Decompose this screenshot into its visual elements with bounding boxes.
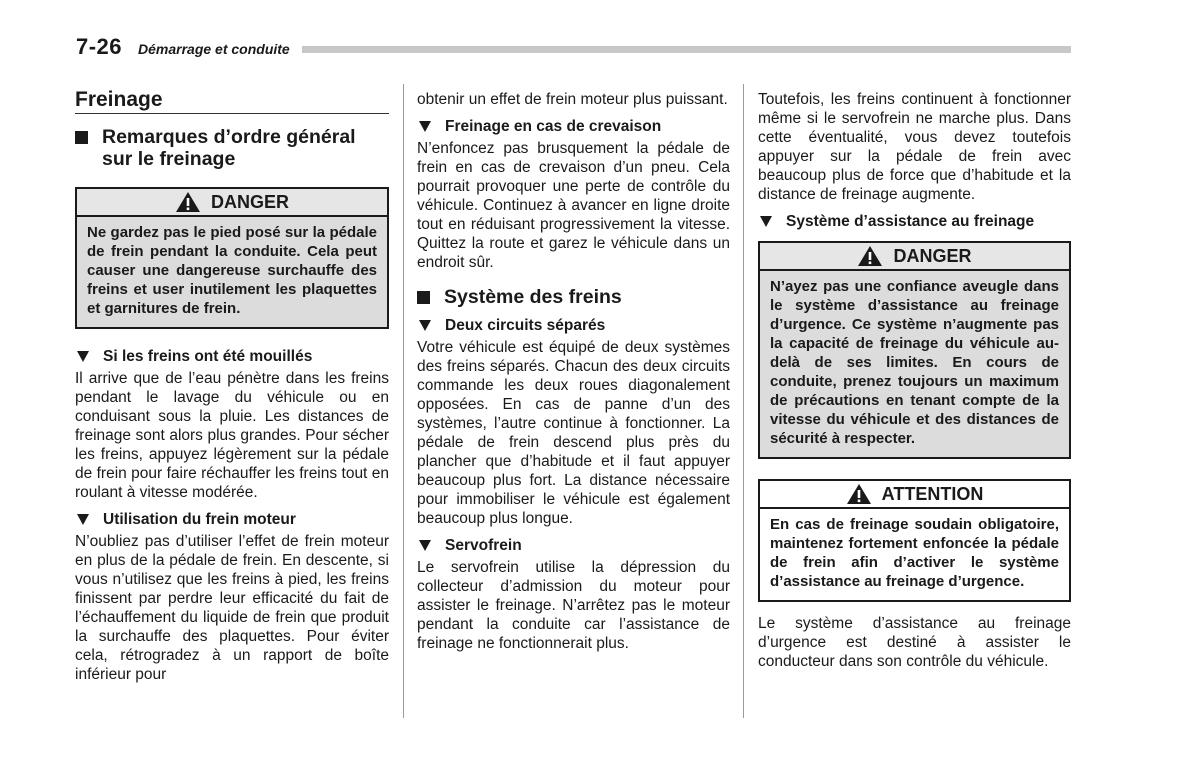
page-header	[76, 34, 1071, 60]
paragraph-brake-assist: Le système d’assistance au freinage d’urgence est destiné à assister le conducteur dans son contrôle du véhicule.	[758, 615, 1071, 670]
subheading-label: Utilisation du frein moteur	[103, 511, 296, 528]
column-middle	[417, 84, 730, 653]
paragraph-dual-circuits: Votre véhicule est équipé de deux systèmes des freins séparés. Chacun des deux circuits commande les deux roues diagonalement opposées. En cas de panne d’un des systèmes, l’autre continue à fonctionner. La pédale de frein descend plus près du plancher que d’habitude et il faut appuyer beaucoup plus fort. La distance nécessaire pour immobiliser le véhicule est également beaucoup plus longue.	[417, 339, 730, 527]
warning-triangle-icon	[857, 245, 883, 267]
danger-text: N’ayez pas une confiance aveugle dans le système d’assistance au freinage d’urgence. Ce système n’augmente pas la capacité de freinage du véhicule au-delà de ses limites. En cours de conduite, prenez toujours un maximum de précautions en tenant compte de la vitesse du véhicule et des distances de sécurité à respecter.	[760, 271, 1069, 457]
chapter-title: Démarrage et conduite	[138, 41, 290, 57]
column-divider	[403, 84, 404, 718]
paragraph-flat-tire: N’enfoncez pas brusquement la pédale de frein en cas de crevaison d’un pneu. Cela pourrait provoquer une perte de contrôle du véhicule. Continuez à avancer en ligne droite tout en réduisant progressivement la vitesse. Quittez la route et garez le véhicule dans un endroit sûr.	[417, 140, 730, 271]
triangle-bullet-icon	[419, 320, 431, 331]
triangle-bullet-icon	[77, 351, 89, 362]
subsection-heading	[75, 126, 389, 170]
attention-box	[758, 479, 1071, 602]
header-rule	[302, 46, 1071, 53]
paragraph-continued: obtenir un effet de frein moteur plus puissant.	[417, 91, 728, 108]
subheading-label: Système d’assistance au freinage	[786, 213, 1035, 230]
danger-header	[77, 189, 387, 217]
column-left	[75, 84, 389, 684]
danger-header	[760, 243, 1069, 271]
square-bullet-icon	[417, 291, 430, 304]
triangle-bullet-icon	[419, 121, 431, 132]
square-bullet-icon	[75, 131, 88, 144]
paragraph-servo: Le servofrein utilise la dépression du collecteur d’admission du moteur pour assister le freinage. N’arrêtez pas le moteur pendant la conduite car l’assistance de freinage ne fonctionnerait plus.	[417, 559, 730, 652]
page-number: 7-26	[76, 34, 123, 59]
subheading-flat-tire	[417, 117, 730, 136]
danger-label: DANGER	[893, 245, 972, 266]
subheading-brake-assist	[758, 212, 1071, 231]
subsection-title: Remarques d’ordre général sur le freinage	[102, 126, 356, 170]
column-divider	[743, 84, 744, 718]
triangle-bullet-icon	[77, 514, 89, 525]
subheading-label: Freinage en cas de crevaison	[445, 118, 662, 135]
attention-label: ATTENTION	[881, 483, 984, 504]
subheading-engine-brake	[75, 510, 389, 529]
warning-triangle-icon	[175, 191, 201, 213]
subheading-label: Servofrein	[445, 537, 522, 554]
subsection-title: Système des freins	[444, 286, 622, 308]
column-right	[758, 84, 1071, 671]
paragraph-continued: Toutefois, les freins continuent à fonctionner même si le servofrein ne marche plus. Dans cette éventualité, vous devez toutefois appuyer sur la pédale de frein avec beaucoup plus de force que d’habitude et la distance de freinage augmente.	[758, 91, 1071, 203]
subheading-dual-circuits	[417, 316, 730, 335]
warning-triangle-icon	[846, 483, 872, 505]
attention-header	[760, 481, 1069, 509]
attention-text: En cas de freinage soudain obligatoire, maintenez fortement enfoncée la pédale de frein afin d’activer le système d’assistance au freinage d’urgence.	[760, 509, 1069, 600]
danger-box	[758, 241, 1071, 459]
danger-box	[75, 187, 389, 329]
paragraph-engine-brake: N’oubliez pas d’utiliser l’effet de frein moteur en plus de la pédale de frein. En descente, si vous n’utilisez que les freins à pied, les freins finissent par perdre leur efficacité du fait de l’échauffement du liquide de frein que produit la surchauffe des plaquettes. Pour éviter cela, rétrogradez à un rapport de boîte inférieur pour	[75, 533, 389, 683]
subheading-wet-brakes	[75, 347, 389, 366]
danger-label: DANGER	[210, 191, 289, 212]
triangle-bullet-icon	[419, 540, 431, 551]
subheading-label: Si les freins ont été mouillés	[103, 348, 313, 365]
triangle-bullet-icon	[760, 216, 772, 227]
subheading-label: Deux circuits séparés	[445, 317, 606, 334]
subsection-heading	[417, 286, 730, 308]
danger-text: Ne gardez pas le pied posé sur la pédale de frein pendant la conduite. Cela peut causer une dangereuse surchauffe des freins et user inutilement les plaquettes et garnitures de frein.	[77, 217, 387, 327]
paragraph-wet-brakes: Il arrive que de l’eau pénètre dans les freins pendant le lavage du véhicule ou en conduisant sous la pluie. Les distances de freinage sont alors plus grandes. Pour sécher les freins, appuyez légèrement sur la pédale de frein pour faire réchauffer les freins tout en roulant à vitesse modérée.	[75, 370, 389, 501]
subheading-servo	[417, 536, 730, 555]
section-title-freinage: Freinage	[75, 90, 389, 114]
